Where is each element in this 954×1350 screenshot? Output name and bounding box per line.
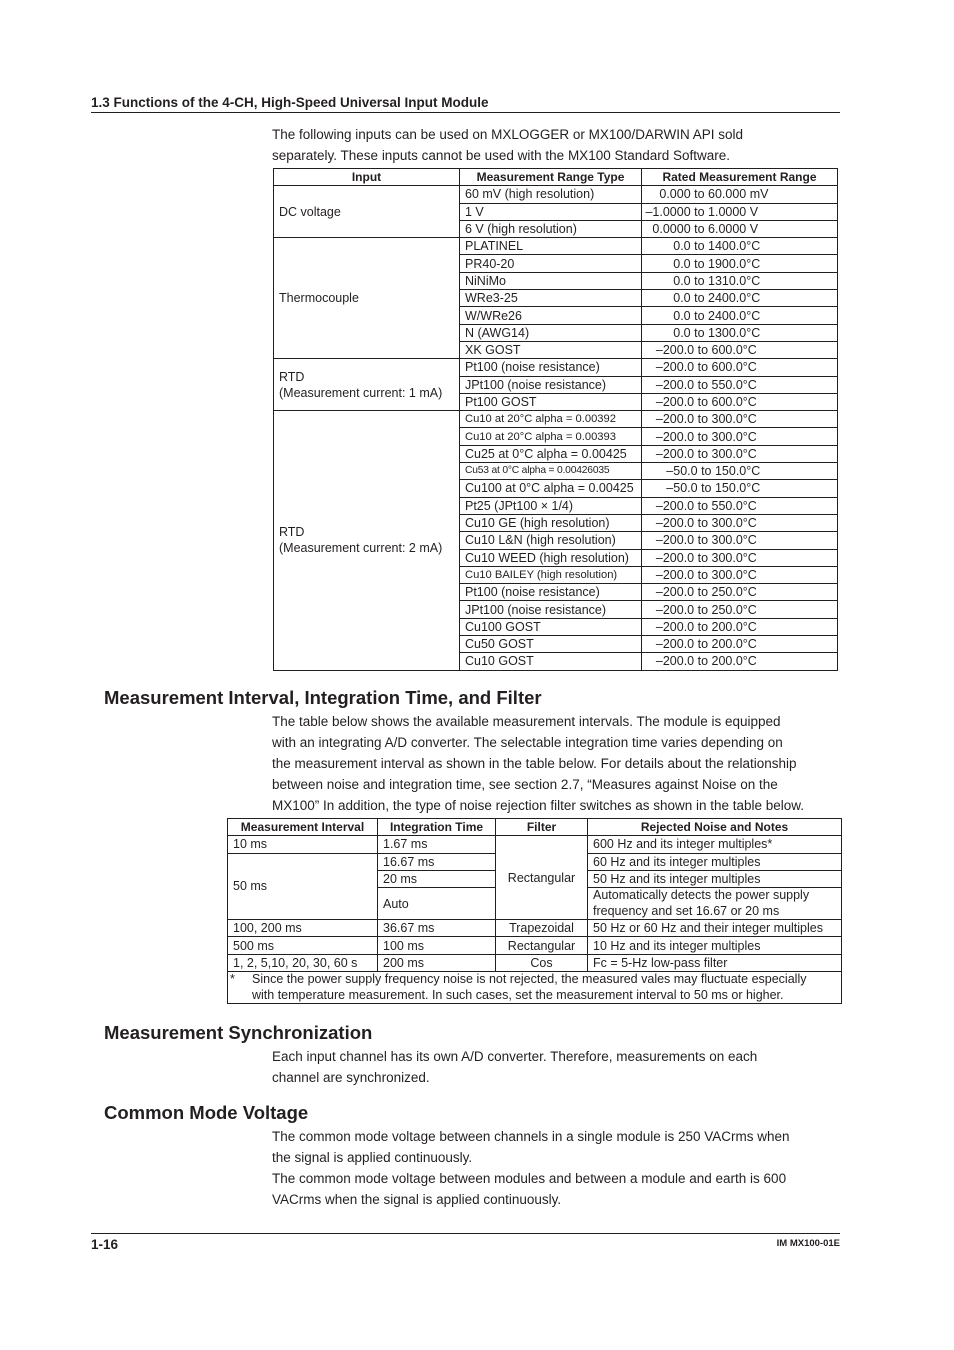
input-cell: Thermocouple (274, 238, 460, 359)
footer-rule (91, 1233, 840, 1234)
filter-cell: Trapezoidal (496, 920, 588, 937)
column-header-filter: Filter (496, 819, 588, 836)
sync-paragraph: Each input channel has its own A/D converter. Therefore, measurements on each channel are synchronized. (272, 1049, 758, 1085)
rated-range-cell: –200.0 to 600.0°C (642, 393, 838, 410)
table-header-row (228, 819, 842, 836)
integration-cell: 36.67 ms (378, 920, 496, 937)
range-type-cell: Cu50 GOST (460, 636, 642, 653)
integration-cell: 100 ms (378, 937, 496, 954)
rated-range-cell: –200.0 to 300.0°C (642, 428, 838, 445)
rated-range-cell: –200.0 to 200.0°C (642, 618, 838, 635)
document-id: IM MX100-01E (776, 1238, 840, 1249)
column-header-notes: Rejected Noise and Notes (588, 819, 842, 836)
rated-range-cell: –200.0 to 300.0°C (642, 566, 838, 583)
range-type-cell: XK GOST (460, 341, 642, 358)
notes-cell: 50 Hz and its integer multiples (588, 870, 842, 887)
rated-range-cell: –50.0 to 150.0°C (642, 463, 838, 480)
interval-cell: 500 ms (228, 937, 378, 954)
notes-cell: 10 Hz and its integer multiples (588, 937, 842, 954)
range-type-cell: Cu10 GE (high resolution) (460, 514, 642, 531)
interval-cell: 10 ms (228, 836, 378, 853)
input-cell: DC voltage (274, 186, 460, 238)
range-type-cell: 1 V (460, 203, 642, 220)
rated-range-cell: 0.0 to 1300.0°C (642, 324, 838, 341)
table-header-row (274, 169, 838, 186)
table-row (228, 954, 842, 971)
range-type-cell: Cu10 at 20°C alpha = 0.00392 (460, 411, 642, 428)
rated-range-cell: –200.0 to 550.0°C (642, 497, 838, 514)
range-type-cell: Cu25 at 0°C alpha = 0.00425 (460, 445, 642, 462)
interval-cell: 100, 200 ms (228, 920, 378, 937)
range-type-cell: Cu100 GOST (460, 618, 642, 635)
integration-cell: 20 ms (378, 870, 496, 887)
table-row (228, 920, 842, 937)
range-type-cell: Cu10 WEED (high resolution) (460, 549, 642, 566)
notes-cell: 50 Hz or 60 Hz and their integer multiples (588, 920, 842, 937)
filter-cell: Rectangular (496, 836, 588, 920)
rated-range-cell: –200.0 to 200.0°C (642, 636, 838, 653)
range-type-cell: Pt25 (JPt100 × 1/4) (460, 497, 642, 514)
rated-range-cell: 0.0 to 1310.0°C (642, 272, 838, 289)
cmv-paragraph: The common mode voltage between channels in a single module is 250 VACrms when the signal is applied continuously. The common mode voltage between modules and between a module and earth is 600 VACrms when the signal is applied continuously. (272, 1129, 790, 1207)
range-type-cell: NiNiMo (460, 272, 642, 289)
range-table-body (274, 186, 838, 670)
rated-range-cell: 0.0 to 1900.0°C (642, 255, 838, 272)
rated-range-cell: 0.0 to 2400.0°C (642, 307, 838, 324)
range-type-cell: Pt100 (noise resistance) (460, 359, 642, 376)
input-cell: RTD (Measurement current: 2 mA) (274, 411, 460, 670)
range-type-cell: Cu100 at 0°C alpha = 0.00425 (460, 480, 642, 497)
range-type-cell: W/WRe26 (460, 307, 642, 324)
interval-cell: 1, 2, 5,10, 20, 30, 60 s (228, 954, 378, 971)
section-header: 1.3 Functions of the 4-CH, High-Speed Universal Input Module (91, 95, 489, 110)
range-type-cell: Pt100 (noise resistance) (460, 584, 642, 601)
rated-range-cell: 0.0000 to 6.0000 V (642, 220, 838, 237)
table-footnote (228, 972, 842, 1004)
range-type-cell: Cu53 at 0°C alpha = 0.00426035 (460, 463, 642, 480)
footnote-mark: * (230, 972, 235, 987)
column-header-integration: Integration Time (378, 819, 496, 836)
range-type-cell: Cu10 BAILEY (high resolution) (460, 566, 642, 583)
range-type-cell: PR40-20 (460, 255, 642, 272)
rated-range-cell: –50.0 to 150.0°C (642, 480, 838, 497)
input-cell: RTD (Measurement current: 1 mA) (274, 359, 460, 411)
range-type-cell: JPt100 (noise resistance) (460, 376, 642, 393)
rated-range-cell: 0.0 to 2400.0°C (642, 290, 838, 307)
range-type-cell: Cu10 at 20°C alpha = 0.00393 (460, 428, 642, 445)
range-type-cell: PLATINEL (460, 238, 642, 255)
range-type-cell: Pt100 GOST (460, 393, 642, 410)
rated-range-cell: –200.0 to 300.0°C (642, 411, 838, 428)
intro-paragraph: The following inputs can be used on MXLOGGER or MX100/DARWIN API sold separately. These inputs cannot be used with the MX100 Standard Software. (272, 127, 743, 163)
column-header-input: Input (274, 169, 460, 186)
column-header-interval: Measurement Interval (228, 819, 378, 836)
table-row (274, 238, 838, 255)
table-row (274, 186, 838, 203)
rated-range-cell: 0.0 to 1400.0°C (642, 238, 838, 255)
rated-range-cell: –200.0 to 300.0°C (642, 514, 838, 531)
range-type-cell: Cu10 GOST (460, 653, 642, 670)
range-type-cell: WRe3-25 (460, 290, 642, 307)
cmv-heading: Common Mode Voltage (104, 1102, 309, 1123)
notes-cell: 60 Hz and its integer multiples (588, 853, 842, 870)
notes-cell: Fc = 5-Hz low-pass filter (588, 954, 842, 971)
rated-range-cell: –200.0 to 600.0°C (642, 359, 838, 376)
rated-range-cell: –200.0 to 600.0°C (642, 341, 838, 358)
table-row (228, 937, 842, 954)
range-type-cell: Cu10 L&N (high resolution) (460, 532, 642, 549)
interval-cell: 50 ms (228, 853, 378, 920)
range-type-cell: 60 mV (high resolution) (460, 186, 642, 203)
sync-heading: Measurement Synchronization (104, 1022, 373, 1043)
filter-cell: Rectangular (496, 937, 588, 954)
filter-cell: Cos (496, 954, 588, 971)
table-row (228, 836, 842, 853)
rated-range-cell: –200.0 to 550.0°C (642, 376, 838, 393)
page-number: 1-16 (91, 1237, 119, 1252)
range-type-cell: JPt100 (noise resistance) (460, 601, 642, 618)
range-type-cell: N (AWG14) (460, 324, 642, 341)
interval-heading: Measurement Interval, Integration Time, and Filter (104, 687, 542, 708)
notes-cell: Automatically detects the power supply frequency and set 16.67 or 20 ms (588, 888, 842, 920)
rated-range-cell: 0.000 to 60.000 mV (642, 186, 838, 203)
rated-range-cell: –200.0 to 250.0°C (642, 584, 838, 601)
table-footnote-row (228, 972, 842, 1004)
header-rule (91, 112, 840, 113)
interval-table (227, 818, 842, 1004)
integration-cell: 16.67 ms (378, 853, 496, 870)
integration-cell: 200 ms (378, 954, 496, 971)
rated-range-cell: –200.0 to 200.0°C (642, 653, 838, 670)
integration-cell: 1.67 ms (378, 836, 496, 853)
integration-cell: Auto (378, 888, 496, 920)
rated-range-cell: –1.0000 to 1.0000 V (642, 203, 838, 220)
column-header-rated-range: Rated Measurement Range (642, 169, 838, 186)
rated-range-cell: –200.0 to 300.0°C (642, 445, 838, 462)
rated-range-cell: –200.0 to 300.0°C (642, 532, 838, 549)
column-header-range-type: Measurement Range Type (460, 169, 642, 186)
notes-cell: 600 Hz and its integer multiples* (588, 836, 842, 853)
rated-range-cell: –200.0 to 300.0°C (642, 549, 838, 566)
interval-paragraph: The table below shows the available measurement intervals. The module is equipped with an integrating A/D converter. The selectable integration time varies depending on the measurement interval as shown in the table below. For details about the relationship between noise and integration time, see section 2.7, “Measures against Noise on the MX100” In addition, the type of noise rejection filter switches as shown in the table below. (272, 714, 805, 813)
table-row (274, 411, 838, 428)
rated-range-cell: –200.0 to 250.0°C (642, 601, 838, 618)
footnote-text: Since the power supply frequency noise is not rejected, the measured vales may fluctuate especially with temperature measurement. In such cases, set the measurement interval to 50 ms or higher. (252, 972, 807, 1002)
range-type-cell: 6 V (high resolution) (460, 220, 642, 237)
table-row (274, 359, 838, 376)
measurement-range-table (273, 168, 838, 671)
